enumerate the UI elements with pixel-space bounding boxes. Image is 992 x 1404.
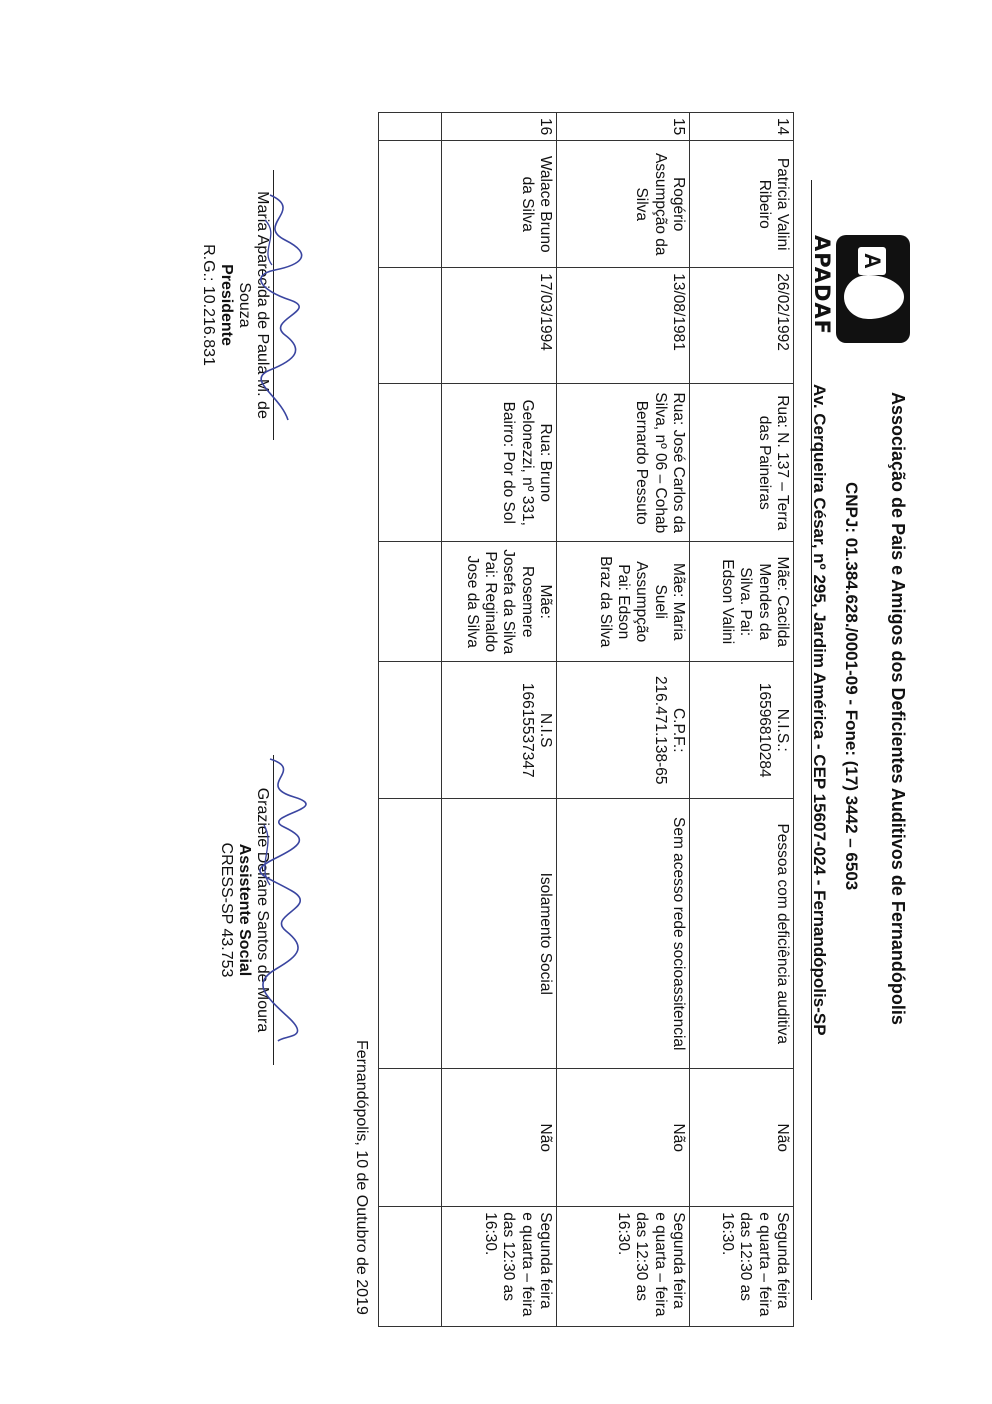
situation-cell: Pessoa com deficiência auditiva bbox=[690, 799, 794, 1069]
org-name: Associação de Pais e Amigos dos Deficientes Auditivos de Fernandópolis bbox=[888, 392, 908, 1025]
situation-cell: Isolamento Social bbox=[442, 799, 557, 1069]
signer-id: R.G.: 10.216.831 bbox=[200, 244, 217, 366]
signature-scrawl-icon bbox=[250, 755, 314, 1045]
signer-id: CRESS-SP 43.753 bbox=[218, 842, 235, 978]
document-cell: C.P.F.: 216.471.138-65 bbox=[557, 662, 690, 799]
signer-name: Graziele Deliane Santos de Moura bbox=[254, 787, 271, 1033]
org-address: Av. Cerqueira César, nº 295, Jardim América - CEP 15607-024 - Fernandópolis-SP bbox=[810, 384, 829, 1036]
signer-role: Assistente Social bbox=[236, 843, 253, 977]
address-cell: Rua: Bruno Gelonezzi, nº 331, Bairro: Por do Sol bbox=[442, 384, 557, 542]
table-row bbox=[442, 113, 557, 1327]
row-number: 14 bbox=[690, 113, 794, 141]
row-number: 15 bbox=[557, 113, 690, 141]
answer-cell: Não bbox=[690, 1069, 794, 1207]
signature-social-worker bbox=[217, 755, 274, 1065]
document-cell: N.I.S 16615537347 bbox=[442, 662, 557, 799]
schedule-cell: Segunda feira e quarta – feira das 12:30 as 16:30. bbox=[557, 1207, 690, 1327]
beneficiaries-table bbox=[378, 112, 794, 1327]
table-row bbox=[690, 113, 794, 1327]
signer-name: Maria Aparecida de Paula M. de Souza bbox=[236, 191, 271, 419]
letterhead bbox=[809, 384, 908, 1036]
birth-date: 17/03/1994 bbox=[442, 268, 557, 384]
situation-cell: Sem acesso rede socioassitencial bbox=[557, 799, 690, 1069]
signature-president bbox=[199, 170, 274, 440]
birth-date: 26/02/1992 bbox=[690, 268, 794, 384]
parents-cell: Mãe: Maria Sueli Assumpção Pai: Edson Braz da Silva bbox=[557, 542, 690, 662]
answer-cell: Não bbox=[442, 1069, 557, 1207]
address-cell: Rua: José Carlos da Silva, nº 06 – Cohab Bernardo Pessuto bbox=[557, 384, 690, 542]
table-row bbox=[557, 113, 690, 1327]
person-name: Rogério Assumpção da Silva bbox=[557, 141, 690, 268]
schedule-cell: Segunda feira e quarta – feira das 12:30 as 16:30. bbox=[442, 1207, 557, 1327]
person-name: Patricia Valini Ribeiro bbox=[690, 141, 794, 268]
apadaf-logo bbox=[810, 235, 910, 347]
schedule-cell: Segunda feira e quarta – feira das 12:30 as 16:30. bbox=[690, 1207, 794, 1327]
document-cell: N.I.S.: 16596810284 bbox=[690, 662, 794, 799]
row-number: 16 bbox=[442, 113, 557, 141]
cnpj-phone: CNPJ: 01.384.628./0001-09 - Fone: (17) 3442 – 6503 bbox=[842, 482, 861, 891]
parents-cell: Mãe: Rosemere Josefa da Silva Pai: Reginaldo Jose da Silva bbox=[442, 542, 557, 662]
address-cell: Rua: N. 137 – Terra das Paineiras bbox=[690, 384, 794, 542]
answer-cell: Não bbox=[557, 1069, 690, 1207]
person-name: Walace Bruno da Silva bbox=[442, 141, 557, 268]
table-row-empty bbox=[379, 113, 442, 1327]
signature-scrawl-icon bbox=[250, 190, 310, 430]
header-divider bbox=[811, 180, 812, 1300]
logo-text: APADAF bbox=[810, 235, 834, 335]
parents-cell: Mãe: Cacilda Mendes da Silva. Pai: Edson Valini bbox=[690, 542, 794, 662]
signer-role: Presidente bbox=[218, 264, 235, 346]
birth-date: 13/08/1981 bbox=[557, 268, 690, 384]
place-date: Fernandópolis, 10 de Outubro de 2019 bbox=[353, 1040, 370, 1315]
logo-mark-icon: A bbox=[836, 235, 910, 343]
